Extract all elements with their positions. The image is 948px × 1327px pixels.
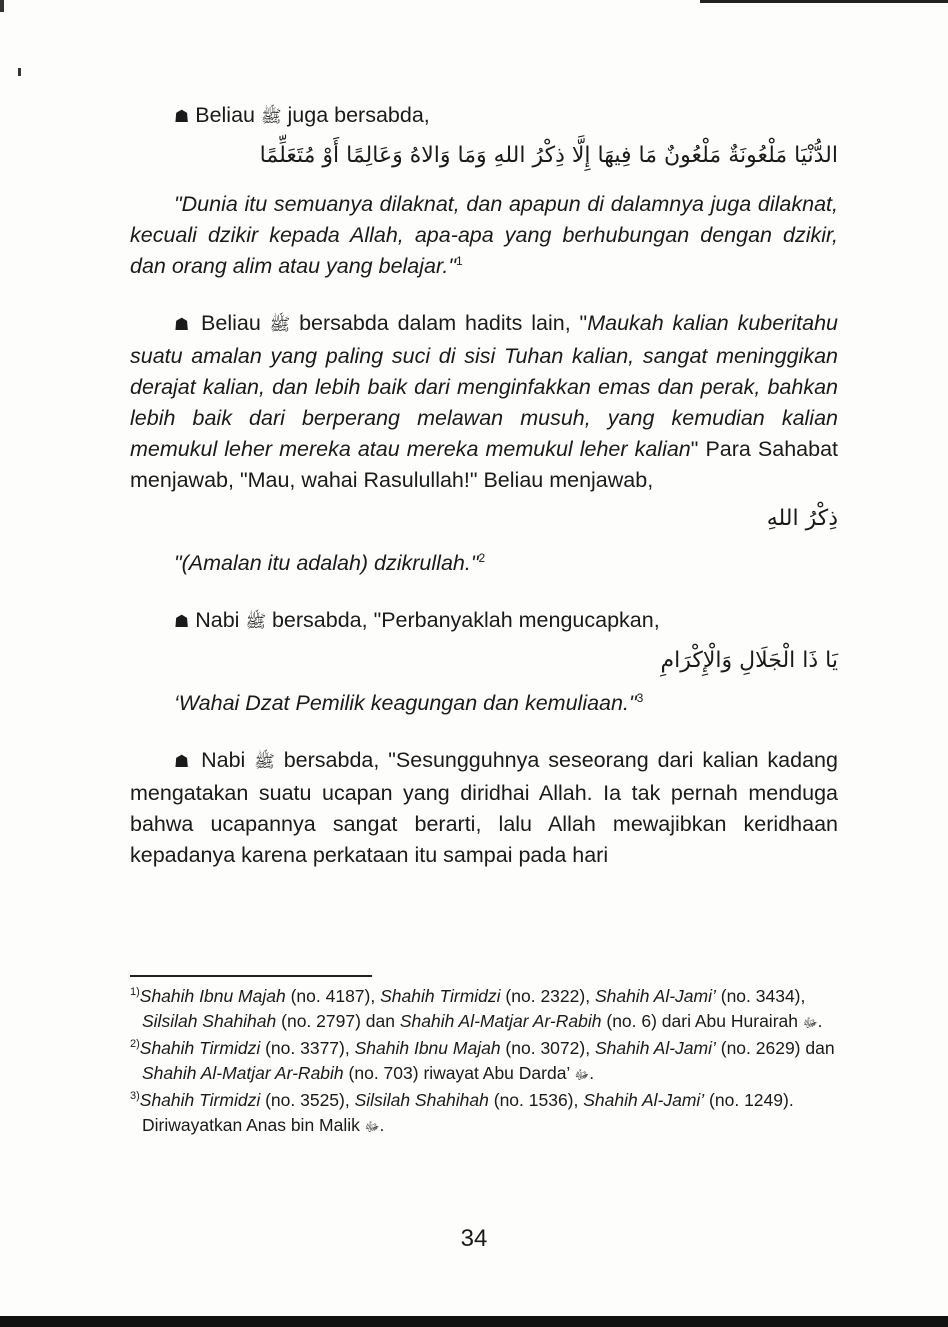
bullet-icon: ☗ bbox=[174, 107, 190, 127]
footnote-1: $^{1)}$Shahih Ibnu Majah (no. 4187), Shahih Tirmidzi (no. 2322), Shahih Al-Jami’ (no. 3434), Silsilah Shahihah (no. 2797) dan Shahih Al-Matjar Ar-Rabih (no. 6) dari Abu Hurairah ﷻ. bbox=[130, 986, 823, 1031]
arabic-dzikrullah: ذِكْرُ اللهِ bbox=[766, 506, 838, 531]
ra-honorific-icon: ﷻ bbox=[802, 1016, 818, 1031]
footnote-ref-3: 3 bbox=[636, 690, 644, 705]
scan-edge-left bbox=[0, 0, 4, 12]
scan-speck bbox=[18, 68, 21, 76]
saw-honorific-icon: ﷺ bbox=[260, 107, 282, 127]
paragraph-2: ☗ Beliau ﷺ bersabda dalam hadits lain, "Maukah kalian kuberitahu suatu amalan yang paling suci di sisi Tuhan kalian, sangat meninggikan derajat kalian, dan lebih baik dari menginfakkan emas dan perak, bahkan lebih baik dari berperang melawan musuh, yang kemudian kalian memukul leher mereka atau mereka memukul leher kalian" Para Sahabat menjawab, "Mau, wahai Rasulullah!" Beliau menjawab, bbox=[130, 311, 838, 492]
ra-honorific-icon: ﷻ bbox=[364, 1120, 380, 1135]
translation-1: "Dunia itu semuanya dilaknat, dan apapun di dalamnya juga dilaknat, kecuali dzikir kepada Allah, apa-apa yang berhubungan dengan dzikir, dan orang alim atau yang belajar."$^1$ bbox=[130, 192, 838, 278]
page-body bbox=[130, 100, 838, 871]
saw-honorific-icon: ﷺ bbox=[254, 752, 275, 772]
scan-edge-bottom bbox=[0, 1316, 948, 1327]
saw-honorific-icon: ﷺ bbox=[269, 315, 291, 335]
saw-honorific-icon: ﷺ bbox=[245, 612, 266, 632]
footnote-ref-1: 1 bbox=[455, 253, 463, 268]
footnote-divider bbox=[130, 975, 372, 977]
footnotes bbox=[130, 984, 838, 1140]
paragraph-3-intro: ☗ Nabi ﷺ bersabda, "Perbanyaklah mengucapkan, bbox=[174, 608, 660, 632]
ra-honorific-icon: ﷻ bbox=[574, 1068, 590, 1083]
arabic-dzal-jalal: يَا ذَا الْجَلَالِ وَالْإِكْرَامِ bbox=[660, 648, 838, 673]
page-number: 34 bbox=[460, 1225, 488, 1252]
scan-edge-top bbox=[700, 0, 948, 3]
footnote-3: $^{3)}$Shahih Tirmidzi (no. 3525), Silsilah Shahihah (no. 1536), Shahih Al-Jami’ (no. 1249). Diriwayatkan Anas bin Malik ﷻ. bbox=[130, 1090, 794, 1135]
translation-3: ‘Wahai Dzat Pemilik keagungan dan kemuliaan."$^3$ bbox=[174, 690, 644, 715]
bullet-icon: ☗ bbox=[174, 315, 193, 335]
footnote-ref-2: 2 bbox=[478, 550, 486, 565]
translation-2: "(Amalan itu adalah) dzikrullah."$^2$ bbox=[174, 550, 486, 575]
arabic-hadith-1: الدُّنْيَا مَلْعُونَةٌ مَلْعُونٌ مَا فِيهَا إِلَّا ذِكْرُ اللهِ وَمَا وَالاهُ وَعَالِمًا أَوْ مُتَعَلِّمًا bbox=[259, 143, 838, 168]
bullet-icon: ☗ bbox=[174, 752, 193, 772]
paragraph-4: ☗ Nabi ﷺ bersabda, "Sesungguhnya seseorang dari kalian kadang mengatakan suatu ucapan yang diridhai Allah. Ia tak pernah menduga bahwa ucapannya sangat berarti, lalu Allah mewajibkan keridhaan kepadanya karena perkataan itu sampai pada hari bbox=[130, 748, 838, 867]
paragraph-1-intro: ☗ Beliau ﷺ juga bersabda, bbox=[174, 103, 430, 127]
footnote-2: $^{2)}$Shahih Tirmidzi (no. 3377), Shahih Ibnu Majah (no. 3072), Shahih Al-Jami’ (no. 2629) dan Shahih Al-Matjar Ar-Rabih (no. 703) riwayat Abu Darda’ ﷻ. bbox=[130, 1038, 835, 1083]
bullet-icon: ☗ bbox=[174, 612, 190, 632]
